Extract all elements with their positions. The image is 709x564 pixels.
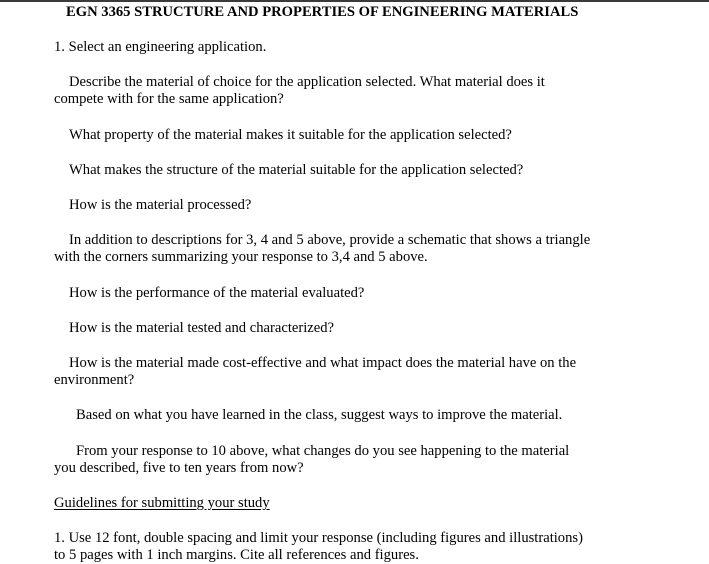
item-4-line-1: What makes the structure of the material suitable for the application selected?: [69, 162, 524, 178]
item-9-line-2: environment?: [54, 372, 135, 388]
item-10-line-1: Based on what you have learned in the class, suggest ways to improve the material.: [76, 407, 563, 423]
item-8-line-1: How is the material tested and characterized?: [69, 320, 334, 336]
item-11-line-1: From your response to 10 above, what changes do you see happening to the material: [76, 443, 570, 459]
item-2-line-1: Describe the material of choice for the application selected. What material does it: [69, 74, 545, 90]
item-5-line-1: How is the material processed?: [69, 197, 252, 213]
guidelines-heading: Guidelines for submitting your study: [54, 495, 270, 511]
guideline-1-line-2: to 5 pages with 1 inch margins. Cite all references and figures.: [54, 547, 419, 563]
item-3-line-1: What property of the material makes it suitable for the application selected?: [69, 127, 512, 143]
document-title: EGN 3365 STRUCTURE AND PROPERTIES OF ENGINEERING MATERIALS: [66, 4, 579, 20]
item-1-line-1: 1. Select an engineering application.: [54, 39, 267, 55]
item-11-line-2: you described, five to ten years from now?: [54, 460, 304, 476]
item-9-line-1: How is the material made cost-effective and what impact does the material have on the: [69, 355, 577, 371]
guideline-1-line-1: 1. Use 12 font, double spacing and limit your response (including figures and illustrations): [54, 530, 583, 546]
item-7-line-1: How is the performance of the material evaluated?: [69, 285, 365, 301]
item-6-line-1: In addition to descriptions for 3, 4 and 5 above, provide a schematic that shows a triangle: [69, 232, 591, 248]
item-6-line-2: with the corners summarizing your response to 3,4 and 5 above.: [54, 249, 428, 265]
item-2-line-2: compete with for the same application?: [54, 91, 284, 107]
